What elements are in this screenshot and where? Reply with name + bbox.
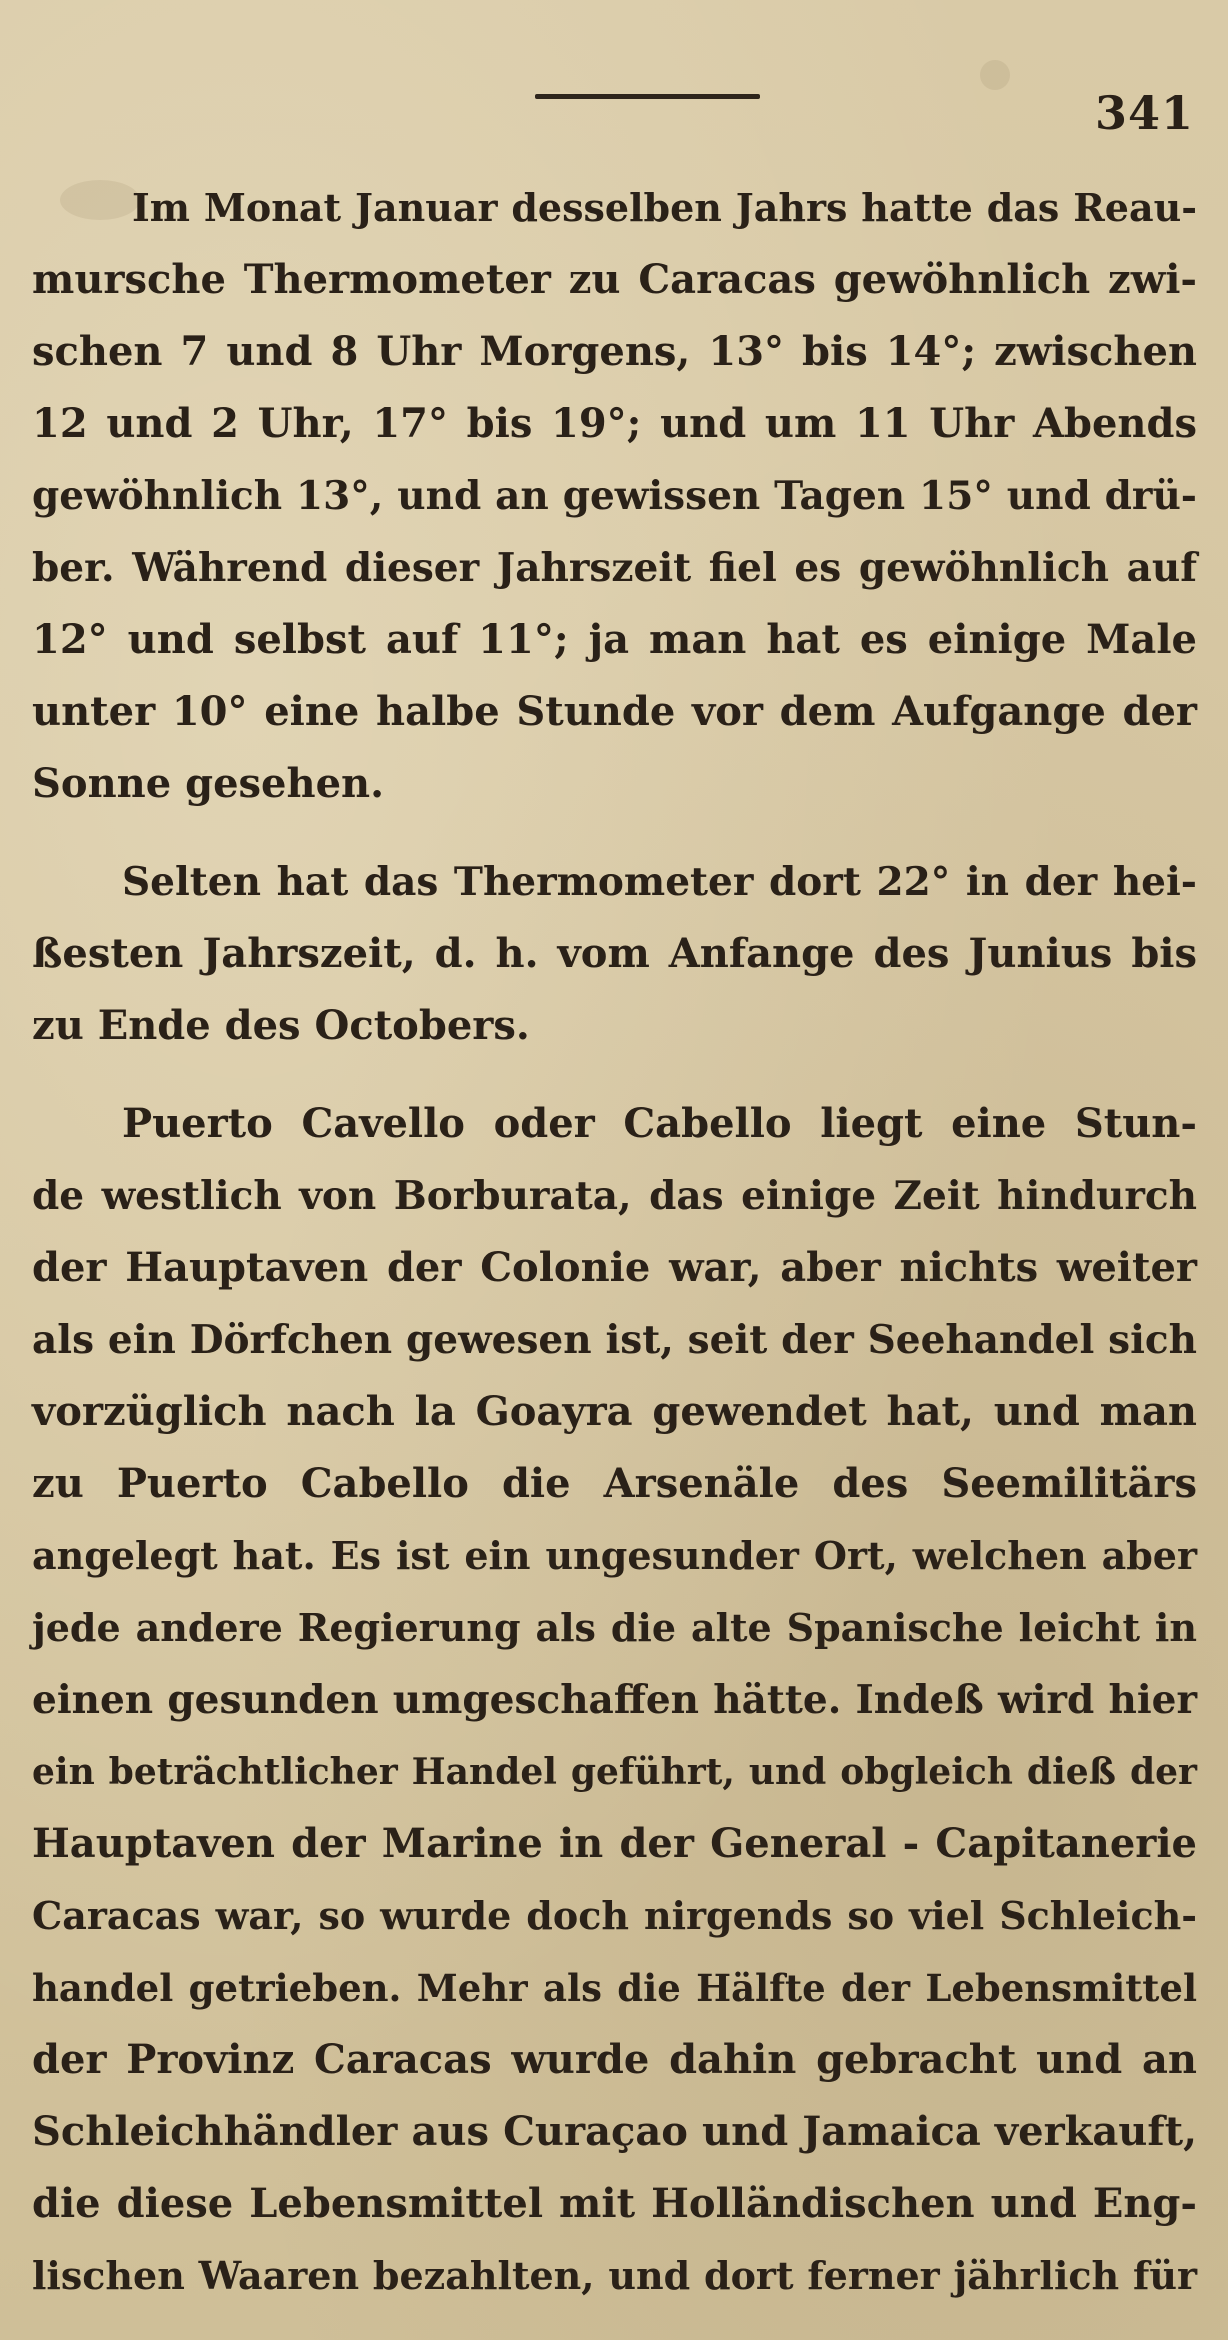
text-line: einen gesunden umgeschaffen hätte. Indeß wird hier (32, 1677, 1197, 1723)
text-line: ber. Während dieser Jahrszeit fiel es gewöhnlich auf (32, 545, 1197, 591)
text-line: Hauptaven der Marine in der General - Capitanerie (32, 1820, 1197, 1867)
text-line: mursche Thermometer zu Caracas gewöhnlich zwi- (32, 256, 1197, 303)
text-line: 12° und selbst auf 11°; ja man hat es einige Male (32, 616, 1197, 663)
text-line: schen 7 und 8 Uhr Morgens, 13° bis 14°; zwischen (32, 328, 1197, 375)
paragraph-1 (32, 172, 1197, 820)
text-line: Selten hat das Thermometer dort 22° in der hei- (122, 859, 1197, 905)
text-line: angelegt hat. Es ist ein ungesunder Ort, welchen aber (32, 1533, 1197, 1578)
text-line: als ein Dörfchen gewesen ist, seit der Seehandel sich (32, 1317, 1197, 1363)
text-line: Im Monat Januar desselben Jahrs hatte das Reau- (132, 185, 1197, 230)
text-line: zu Ende des Octobers. (32, 1002, 530, 1049)
text-line: de westlich von Borburata, das einige Zeit hindurch (32, 1173, 1197, 1219)
page-number: 341 (1095, 86, 1195, 140)
text-line: handel getrieben. Mehr als die Hälfte der Lebensmittel (32, 1966, 1197, 2010)
text-line: zu Puerto Cabello die Arsenäle des Seemilitärs (32, 1460, 1197, 1507)
text-line: Schleichhändler aus Curaçao und Jamaica verkauft, (32, 2108, 1197, 2155)
text-line: der Provinz Caracas wurde dahin gebracht und an (32, 2036, 1197, 2083)
text-line: der Hauptaven der Colonie war, aber nichts weiter (32, 1244, 1197, 1291)
text-line: unter 10° eine halbe Stunde vor dem Aufgange der (32, 688, 1197, 735)
text-line: 12 und 2 Uhr, 17° bis 19°; und um 11 Uhr Abends (32, 400, 1197, 447)
body-text (32, 172, 1197, 2312)
text-line: lischen Waaren bezahlten, und dort ferner jährlich für (32, 2253, 1197, 2298)
text-line: ßesten Jahrszeit, d. h. vom Anfange des Junius bis (32, 930, 1197, 977)
paragraph-3 (32, 1088, 1197, 2312)
text-line: Caracas war, so wurde doch nirgends so viel Schleich- (32, 1893, 1197, 1938)
text-line: gewöhnlich 13°, und an gewissen Tagen 15° und drü- (32, 473, 1197, 519)
paragraph-2 (32, 846, 1197, 1062)
text-line: Sonne gesehen. (32, 760, 385, 807)
text-line: jede andere Regierung als die alte Spanische leicht in (32, 1605, 1197, 1650)
text-line: die diese Lebensmittel mit Holländischen und Eng- (32, 2180, 1197, 2227)
text-line: Puerto Cavello oder Cabello liegt eine Stun- (122, 1100, 1197, 1147)
text-line: vorzüglich nach la Goayra gewendet hat, und man (32, 1388, 1197, 1435)
paper-stain (980, 60, 1010, 90)
text-line: ein beträchtlicher Handel geführt, und obgleich dieß der (32, 1751, 1197, 1793)
header-rule (535, 94, 760, 99)
